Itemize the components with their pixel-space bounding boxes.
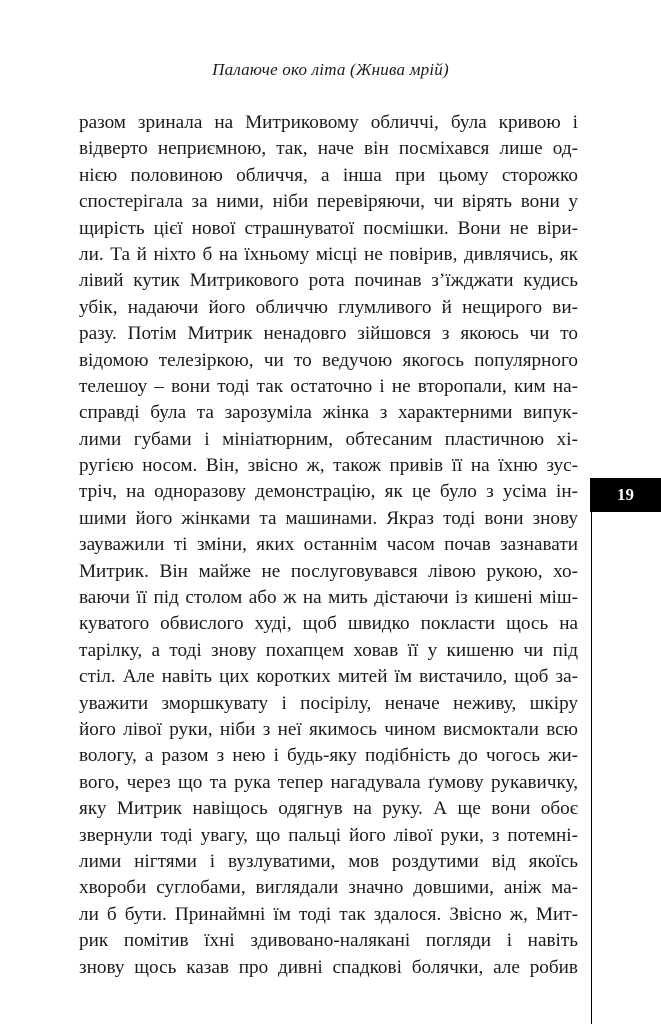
text-line: разом зринала на Митриковому обличчі, була кривою і (79, 112, 578, 133)
text-line: ваючи її під столом або ж на мить дістаючи із кишені міш- (79, 587, 578, 609)
text-line: Митрик. Він майже не послуговувався лівою рукою, хо- (79, 560, 578, 582)
text-line: зауважили ті зміни, яких останнім часом почав зазнавати (79, 534, 578, 556)
text-line: тріч, на одноразову демонстрацію, як це було з усіма ін- (79, 481, 578, 503)
text-line: лими губами і мініатюрним, обтесаним пластичною хі- (79, 428, 578, 450)
text-line: уважити зморшкувату і посірілу, неначе неживу, шкіру (79, 692, 578, 714)
text-line: справді була та зарозуміла жінка з характерними випук- (79, 402, 578, 424)
page-number-tab: 19 (590, 478, 661, 512)
text-line: телешоу – вони тоді так остаточно і не второпали, ким на- (79, 375, 578, 397)
text-line: щирість цієї нової страшнуватої посмішки. Вони не віри- (79, 217, 578, 239)
text-line: відомою телезіркою, чи то ведучою якогось популярного (79, 349, 578, 371)
text-line: разу. Потім Митрик ненадовго зійшовся з якоюсь чи то (79, 323, 578, 345)
running-header: Палаюче око літа (Жнива мрій) (212, 60, 449, 79)
text-line: шими його жінками та машинами. Якраз тоді вони знову (79, 507, 578, 529)
text-line: лими нігтями і вузлуватими, мов роздутими від якоїсь (79, 850, 578, 872)
text-line: вого, через що та рука тепер нагадувала ґумову рукавичку, (79, 771, 578, 793)
text-line: спостерігала за ними, ніби перевіряючи, чи вірять вони у (79, 191, 578, 213)
edge-rule (591, 512, 592, 1024)
text-line: вологу, а разом з нею і будь-яку подібність до чогось жи- (79, 745, 578, 767)
text-line: знову щось казав про дивні спадкові болячки, але робив (79, 956, 578, 978)
text-line: звернули тоді увагу, що пальці його лівої руки, з потемні- (79, 824, 578, 846)
text-line: тарілку, а тоді знову похапцем ховав її у кишеню чи під (79, 639, 578, 661)
text-line: ли б бути. Принаймні їм тоді так здалося. Звісно ж, Мит- (79, 903, 578, 925)
text-line: відверто неприємною, так, наче він посміхався лише од- (79, 138, 578, 160)
text-line: стіл. Але навіть цих коротких митей їм вистачило, щоб за- (79, 666, 578, 688)
text-line: яку Митрик навіщось одягнув на руку. А ще вони обоє (79, 798, 578, 820)
text-line: ругією носом. Він, звісно ж, також привів її на їхню зус- (79, 455, 578, 477)
text-line: хвороби суглобами, виглядали значно довшими, аніж ма- (79, 877, 578, 899)
text-line: ли. Та й ніхто б на їхньому місці не повірив, дивлячись, як (79, 243, 578, 265)
text-line: убік, надаючи його обличчю глумливого й нещирого ви- (79, 296, 578, 318)
body-text (79, 110, 578, 981)
text-line: нією половиною обличчя, а інша при цьому сторожко (79, 164, 578, 186)
text-line: його лівої руки, ніби з неї якимось чином висмоктали всю (79, 718, 578, 740)
text-line: лівий кутик Митрикового рота починав з’їжджати кудись (79, 270, 578, 292)
text-line: куватого обвислого худі, щоб швидко покласти щось на (79, 613, 578, 635)
text-line: рик помітив їхні здивовано-налякані погляди і навіть (79, 930, 578, 952)
